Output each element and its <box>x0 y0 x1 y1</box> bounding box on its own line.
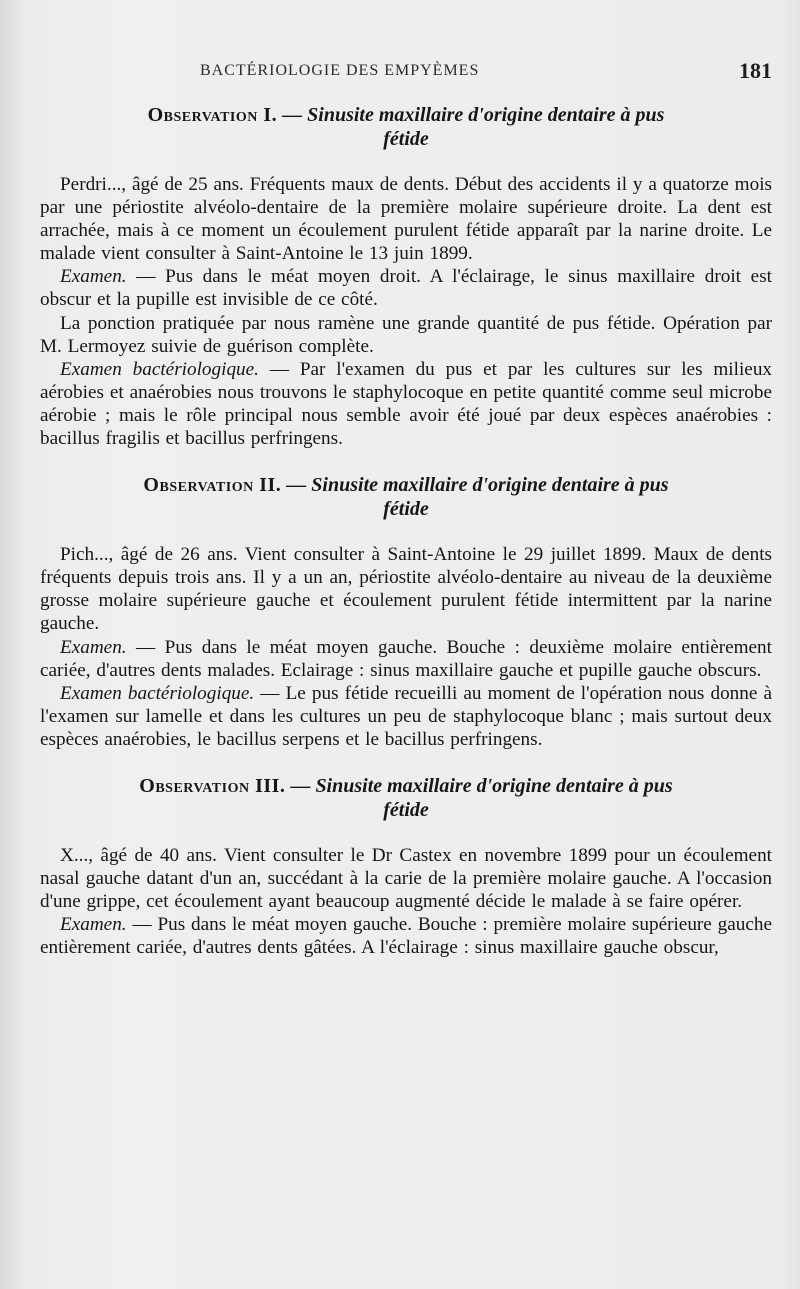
paragraph-text: — Le pus fétide recueilli au moment de l'opération nous donne à l'examen sur lamelle et dans les cultures un peu de staphylocoque blanc ; mais surtout deux espèces anaérobies, le bacillus serpens et le bacillus perfringens. <box>40 682 773 750</box>
paragraph-text: — Pus dans le méat moyen gauche. Bouche : première molaire supérieure gauche entièrement cariée, d'autres dents gâtées. A l'éclairage : sinus maxillaire gauche obscur, <box>40 914 772 959</box>
paragraph-text: Pich..., âgé de 26 ans. Vient consulter à Saint-Antoine le 29 juillet 1899. Maux de dents fréquents depuis trois ans. Il y a un an, périostite alvéolo-dentaire au niveau de la deuxième grosse molaire supérieure gauche et écoulement purulent fétide intermittent par la narine gauche. <box>40 544 772 635</box>
observation-1 <box>40 104 772 450</box>
paragraph <box>40 173 772 265</box>
observation-subtitle: fétide <box>383 128 429 150</box>
paragraph <box>40 636 772 682</box>
page-content <box>40 104 772 959</box>
paragraph-text: La ponction pratiquée par nous ramène une grande quantité de pus fétide. Opération par M. Lermoyez suivie de guérison complète. <box>40 312 772 357</box>
observation-subtitle: fétide <box>383 798 429 821</box>
paragraph-lead: Examen bactériologique. <box>60 358 259 380</box>
observation-2 <box>40 474 772 751</box>
running-title: BACTÉRIOLOGIE DES EMPYÈMES <box>200 62 480 79</box>
paragraph-lead: Examen. <box>60 914 127 936</box>
observation-label: Observation III. <box>139 774 286 797</box>
paragraph <box>40 265 772 311</box>
paragraph-text: X..., âgé de 40 ans. Vient consulter le Dr Castex en novembre 1899 pour un écoulement nasal gauche datant d'un an, succédant à la carie de la première molaire gauche. A l'occasion d'une grippe, cet écoulement ayant beaucoup augmenté décide le malade à se faire opérer. <box>40 844 772 913</box>
observation-label: Observation I. <box>147 104 278 126</box>
paragraph <box>40 358 772 450</box>
observation-heading <box>40 775 772 822</box>
observation-title: — Sinusite maxillaire d'origine dentaire à pus <box>290 774 673 797</box>
observation-label: Observation II. <box>143 474 282 497</box>
paragraph-lead: Examen bactériologique. <box>60 682 255 704</box>
paragraph-text: Perdri..., âgé de 25 ans. Fréquents maux de dents. Début des accidents il y a quatorze mois par une périostite alvéolo-dentaire de la première molaire supérieure droite. La dent est arrachée, mais à ce moment un écoulement purulent fétide apparaît par la narine droite. Le malade vient consulter à Saint-Antoine le 13 juin 1899. <box>40 174 772 265</box>
paragraph-text: — Par l'examen du pus et par les cultures sur les milieux aérobies et anaérobies nous trouvons le staphylocoque en petite quantité comme seul microbe aérobie ; mais le rôle principal nous semble avoir été joué par deux espèces anaérobies : bacillus fragilis et bacillus perfringens. <box>40 358 773 450</box>
observation-title: — Sinusite maxillaire d'origine dentaire à pus <box>286 474 669 497</box>
paragraph <box>40 844 772 913</box>
paragraph <box>40 312 772 358</box>
observation-title: — Sinusite maxillaire d'origine dentaire à pus <box>282 104 665 126</box>
observation-heading <box>40 474 772 521</box>
paragraph <box>40 543 772 635</box>
page-number: 181 <box>739 58 772 83</box>
observation-heading <box>40 104 772 151</box>
running-head <box>40 58 772 88</box>
paragraph-lead: Examen. <box>60 266 127 288</box>
paragraph <box>40 682 772 751</box>
observation-3 <box>40 775 772 959</box>
paragraph-text: — Pus dans le méat moyen droit. A l'éclairage, le sinus maxillaire droit est obscur et la pupille est invisible de ce côté. <box>40 266 772 311</box>
observation-subtitle: fétide <box>383 498 429 521</box>
paragraph-lead: Examen. <box>60 636 127 658</box>
paragraph-text: — Pus dans le méat moyen gauche. Bouche : deuxième molaire entièrement cariée, d'autres dents malades. Eclairage : sinus maxillaire gauche et pupille gauche obscurs. <box>40 636 772 681</box>
paragraph <box>40 913 772 959</box>
